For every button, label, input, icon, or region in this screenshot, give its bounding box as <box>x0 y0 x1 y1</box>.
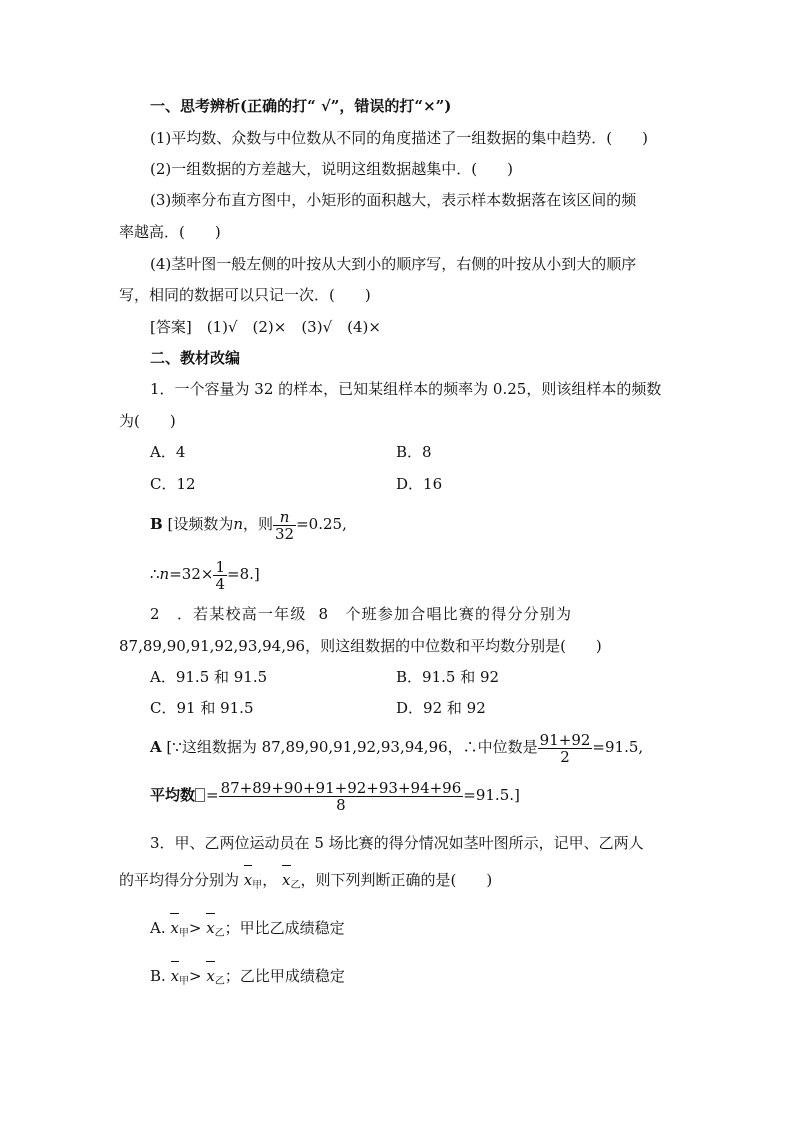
problem-2-option-a: A．91.5 和 91.5 <box>150 668 268 686</box>
problem-1-option-b: B．8 <box>396 443 432 461</box>
question-3-line-1: (3)频率分布直方图中，小矩形的面积越大，表示样本数据落在该区间的频 <box>150 191 637 209</box>
fraction-numerator: 91+92 <box>539 730 591 749</box>
fraction-denominator: 2 <box>560 747 570 766</box>
variable-n: n <box>159 565 170 583</box>
mean-label: 平均数 <box>150 786 196 804</box>
option-label: A. <box>150 919 166 937</box>
solution-text: =32× <box>169 565 214 583</box>
solution-text: =8.] <box>227 565 260 583</box>
problem-2-stem-line-2: 87,89,90,91,92,93,94,96，则这组数据的中位数和平均数分别是( ) <box>119 637 602 655</box>
problem-3-option-a: A. $x_甲> x_乙$；甲比乙成绩稳定 <box>150 914 345 946</box>
problem-3-stem-line-1: 3．甲、乙两位运动员在 5 场比赛的得分情况如茎叶图所示，记甲、乙两人 <box>150 834 644 852</box>
subscript-jia: 甲 <box>178 928 189 939</box>
fraction-n-over-32 <box>273 509 296 542</box>
fraction-numerator: n <box>273 509 296 526</box>
question-3-line-2: 率越高．( ) <box>119 223 221 241</box>
x-bar-symbol: x <box>282 866 290 892</box>
fraction-denominator: 8 <box>336 795 346 814</box>
problem-1-solution-line-2 <box>150 557 260 592</box>
problem-1-option-a: A．4 <box>150 443 186 461</box>
x-bar-symbol: x <box>170 914 178 940</box>
subscript-jia: 甲 <box>179 976 190 987</box>
problem-2-option-d: D．92 和 92 <box>396 699 486 717</box>
problem-2-solution-line-1 <box>150 730 643 765</box>
therefore-symbol: ∴ <box>150 565 160 583</box>
option-text: ；甲比乙成绩稳定 <box>224 919 345 937</box>
solution-text: =91.5, <box>592 738 644 756</box>
question-4-line-2: 写，相同的数据可以只记一次．( ) <box>119 286 371 304</box>
x-bar-symbol: x <box>206 914 214 940</box>
subscript-jia: 甲 <box>252 880 263 891</box>
problem-3-stem-line-2: 的平均得分分别为 $x_甲$， $x_乙$，则下列判断正确的是( ) <box>119 866 492 898</box>
question-1: (1)平均数、众数与中位数从不同的角度描述了一组数据的集中趋势．( ) <box>150 129 648 147</box>
solution-text: =91.5.] <box>463 786 520 804</box>
section2-heading: 二、教材改编 <box>150 349 241 367</box>
fraction-denominator: 32 <box>275 524 295 543</box>
problem-2-answer-letter: A <box>150 738 162 756</box>
fraction-numerator: 87+89+90+91+92+93+94+96 <box>220 778 462 797</box>
problem-1-solution-line-1 <box>150 507 347 542</box>
subscript-yi: 乙 <box>290 880 301 891</box>
option-text: ；乙比甲成绩稳定 <box>224 967 345 985</box>
x-bar-symbol: x <box>206 962 214 988</box>
fraction-denominator: 4 <box>215 574 225 593</box>
subscript-yi: 乙 <box>214 976 225 987</box>
fraction-mean <box>219 780 464 813</box>
problem-2-stem-line-1: 2 ．若某校高一年级 8 个班参加合唱比赛的得分分别为 <box>150 605 573 623</box>
problem-1-answer-letter: B <box>150 515 163 533</box>
subscript-yi: 乙 <box>214 928 225 939</box>
fraction-1-over-4 <box>213 559 227 592</box>
problem-1-option-d: D．16 <box>396 475 443 493</box>
stem-text: ，则下列判断正确的是( ) <box>300 871 493 889</box>
problem-3-option-b: B. $x_甲> x_乙$；乙比甲成绩稳定 <box>150 962 345 994</box>
solution-text: ，则 <box>243 515 274 533</box>
fraction-median <box>538 732 593 765</box>
question-4-line-1: (4)茎叶图一般左侧的叶按从大到小的顺序写，右侧的叶按从小到大的顺序 <box>150 255 637 273</box>
solution-text: [设频数为 <box>167 515 234 533</box>
solution-text: =0.25, <box>296 515 347 533</box>
problem-1-stem-line-1: 1．一个容量为 32 的样本，已知某组样本的频率为 0.25，则该组样本的频数 <box>150 380 662 398</box>
problem-2-option-c: C．91 和 91.5 <box>150 699 254 717</box>
solution-text: [∵这组数据为 87,89,90,91,92,93,94,96，∴中位数是 <box>166 738 538 756</box>
section1-heading: 一、思考辨析(正确的打“ √”，错误的打“×”) <box>150 97 452 115</box>
problem-2-option-b: B．91.5 和 92 <box>396 668 500 686</box>
question-2: (2)一组数据的方差越大，说明这组数据越集中．( ) <box>150 160 513 178</box>
missing-glyph-box <box>195 788 205 802</box>
problem-1-option-c: C．12 <box>150 475 196 493</box>
equals-sign: = <box>206 786 219 804</box>
x-bar-symbol: x <box>244 866 252 892</box>
problem-2-solution-line-2 <box>150 778 520 813</box>
problem-1-stem-line-2: 为( ) <box>119 412 176 430</box>
answer-line: [答案] (1)√ (2)× (3)√ (4)× <box>150 318 381 336</box>
fraction-numerator: 1 <box>215 557 225 576</box>
x-bar-symbol: x <box>171 962 179 988</box>
option-label: B. <box>150 967 166 985</box>
stem-text: 的平均得分分别为 <box>119 871 240 889</box>
variable-n: n <box>233 515 243 533</box>
